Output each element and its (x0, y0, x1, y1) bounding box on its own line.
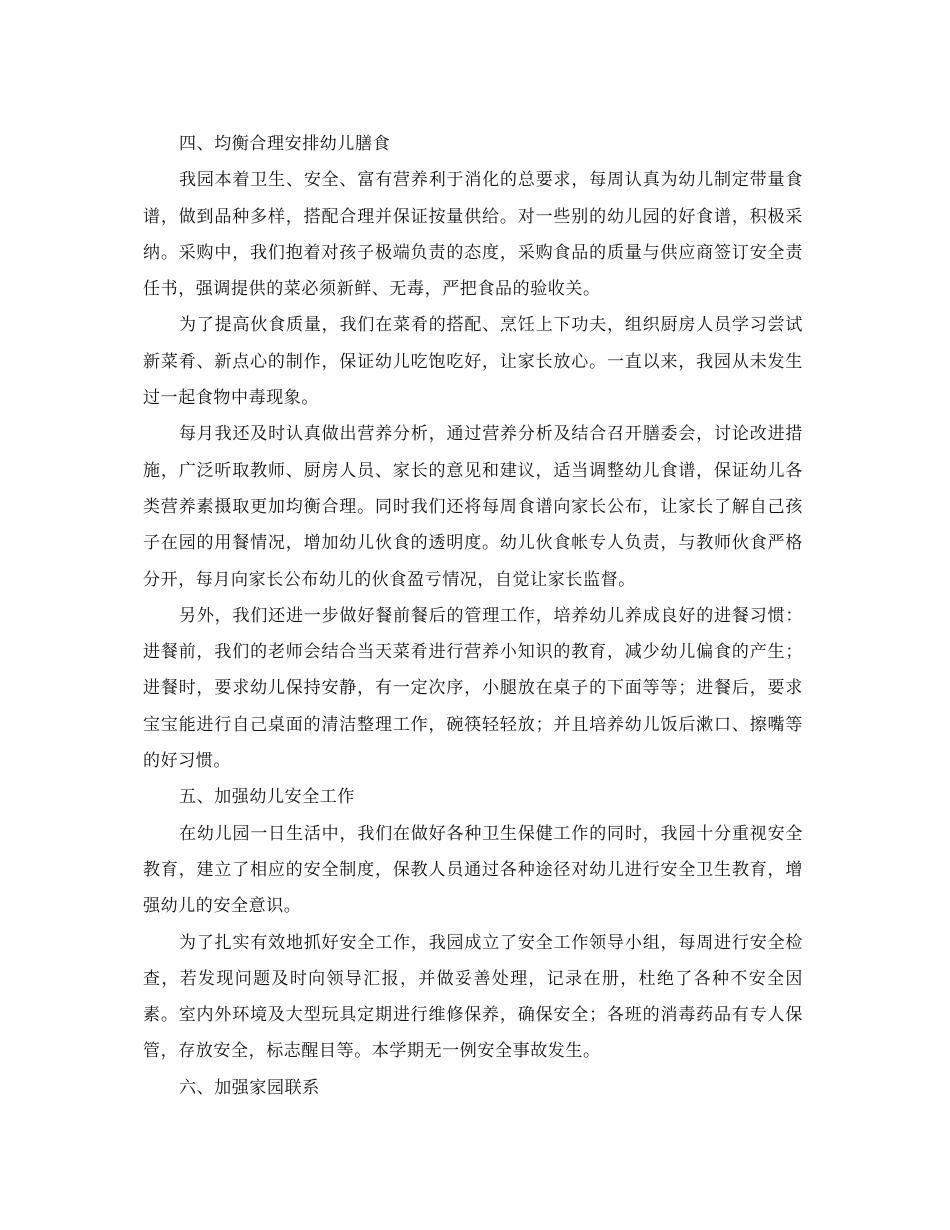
section-heading-6: 六、加强家园联系 (179, 1077, 320, 1098)
paragraph: 为了扎实有效地抓好安全工作，我园成立了安全工作领导小组，每周进行安全检查，若发现问题及时向领导汇报，并做妥善处理，记录在册，杜绝了各种不安全因素。室内外环境及大型玩具定期进行维修保养，确保安全；各班的消毒药品有专人保管，存放安全，标志醒目等。本学期无一例安全事故发生。 (143, 932, 803, 1062)
paragraph: 每月我还及时认真做出营养分析，通过营养分析及结合召开膳委会，讨论改进措施，广泛听取教师、厨房人员、家长的意见和建议，适当调整幼儿食谱，保证幼儿各类营养素摄取更加均衡合理。同时我们还将每周食谱向家长公布，让家长了解自己孩子在园的用餐情况，增加幼儿伙食的透明度。幼儿伙食帐专人负责，与教师伙食严格分开，每月向家长公布幼儿的伙食盈亏情况，自觉让家长监督。 (143, 424, 803, 590)
paragraph: 另外，我们还进一步做好餐前餐后的管理工作，培养幼儿养成良好的进餐习惯：进餐前，我们的老师会结合当天菜肴进行营养小知识的教育，减少幼儿偏食的产生；进餐时，要求幼儿保持安静，有一定次序，小腿放在桌子的下面等等；进餐后，要求宝宝能进行自己桌面的清洁整理工作，碗筷轻轻放；并且培养幼儿饭后漱口、擦嘴等的好习惯。 (143, 605, 803, 772)
section-heading-5: 五、加强幼儿安全工作 (179, 787, 355, 808)
paragraph: 我园本着卫生、安全、富有营养利于消化的总要求，每周认真为幼儿制定带量食谱，做到品种多样，搭配合理并保证按量供给。对一些别的幼儿园的好食谱，积极采纳。采购中，我们抱着对孩子极端负责的态度，采购食品的质量与供应商签订安全责任书，强调提供的菜必须新鲜、无毒，严把食品的验收关。 (143, 170, 803, 300)
paragraph: 在幼儿园一日生活中，我们在做好各种卫生保健工作的同时，我园十分重视安全教育，建立了相应的安全制度，保教人员通过各种途径对幼儿进行安全卫生教育，增强幼儿的安全意识。 (143, 823, 803, 917)
document-body (143, 126, 803, 1106)
paragraph: 为了提高伙食质量，我们在菜肴的搭配、烹饪上下功夫，组织厨房人员学习尝试新菜肴、新点心的制作，保证幼儿吃饱吃好，让家长放心。一直以来，我园从未发生过一起食物中毒现象。 (143, 315, 803, 409)
section-heading-4: 四、均衡合理安排幼儿膳食 (179, 134, 391, 154)
